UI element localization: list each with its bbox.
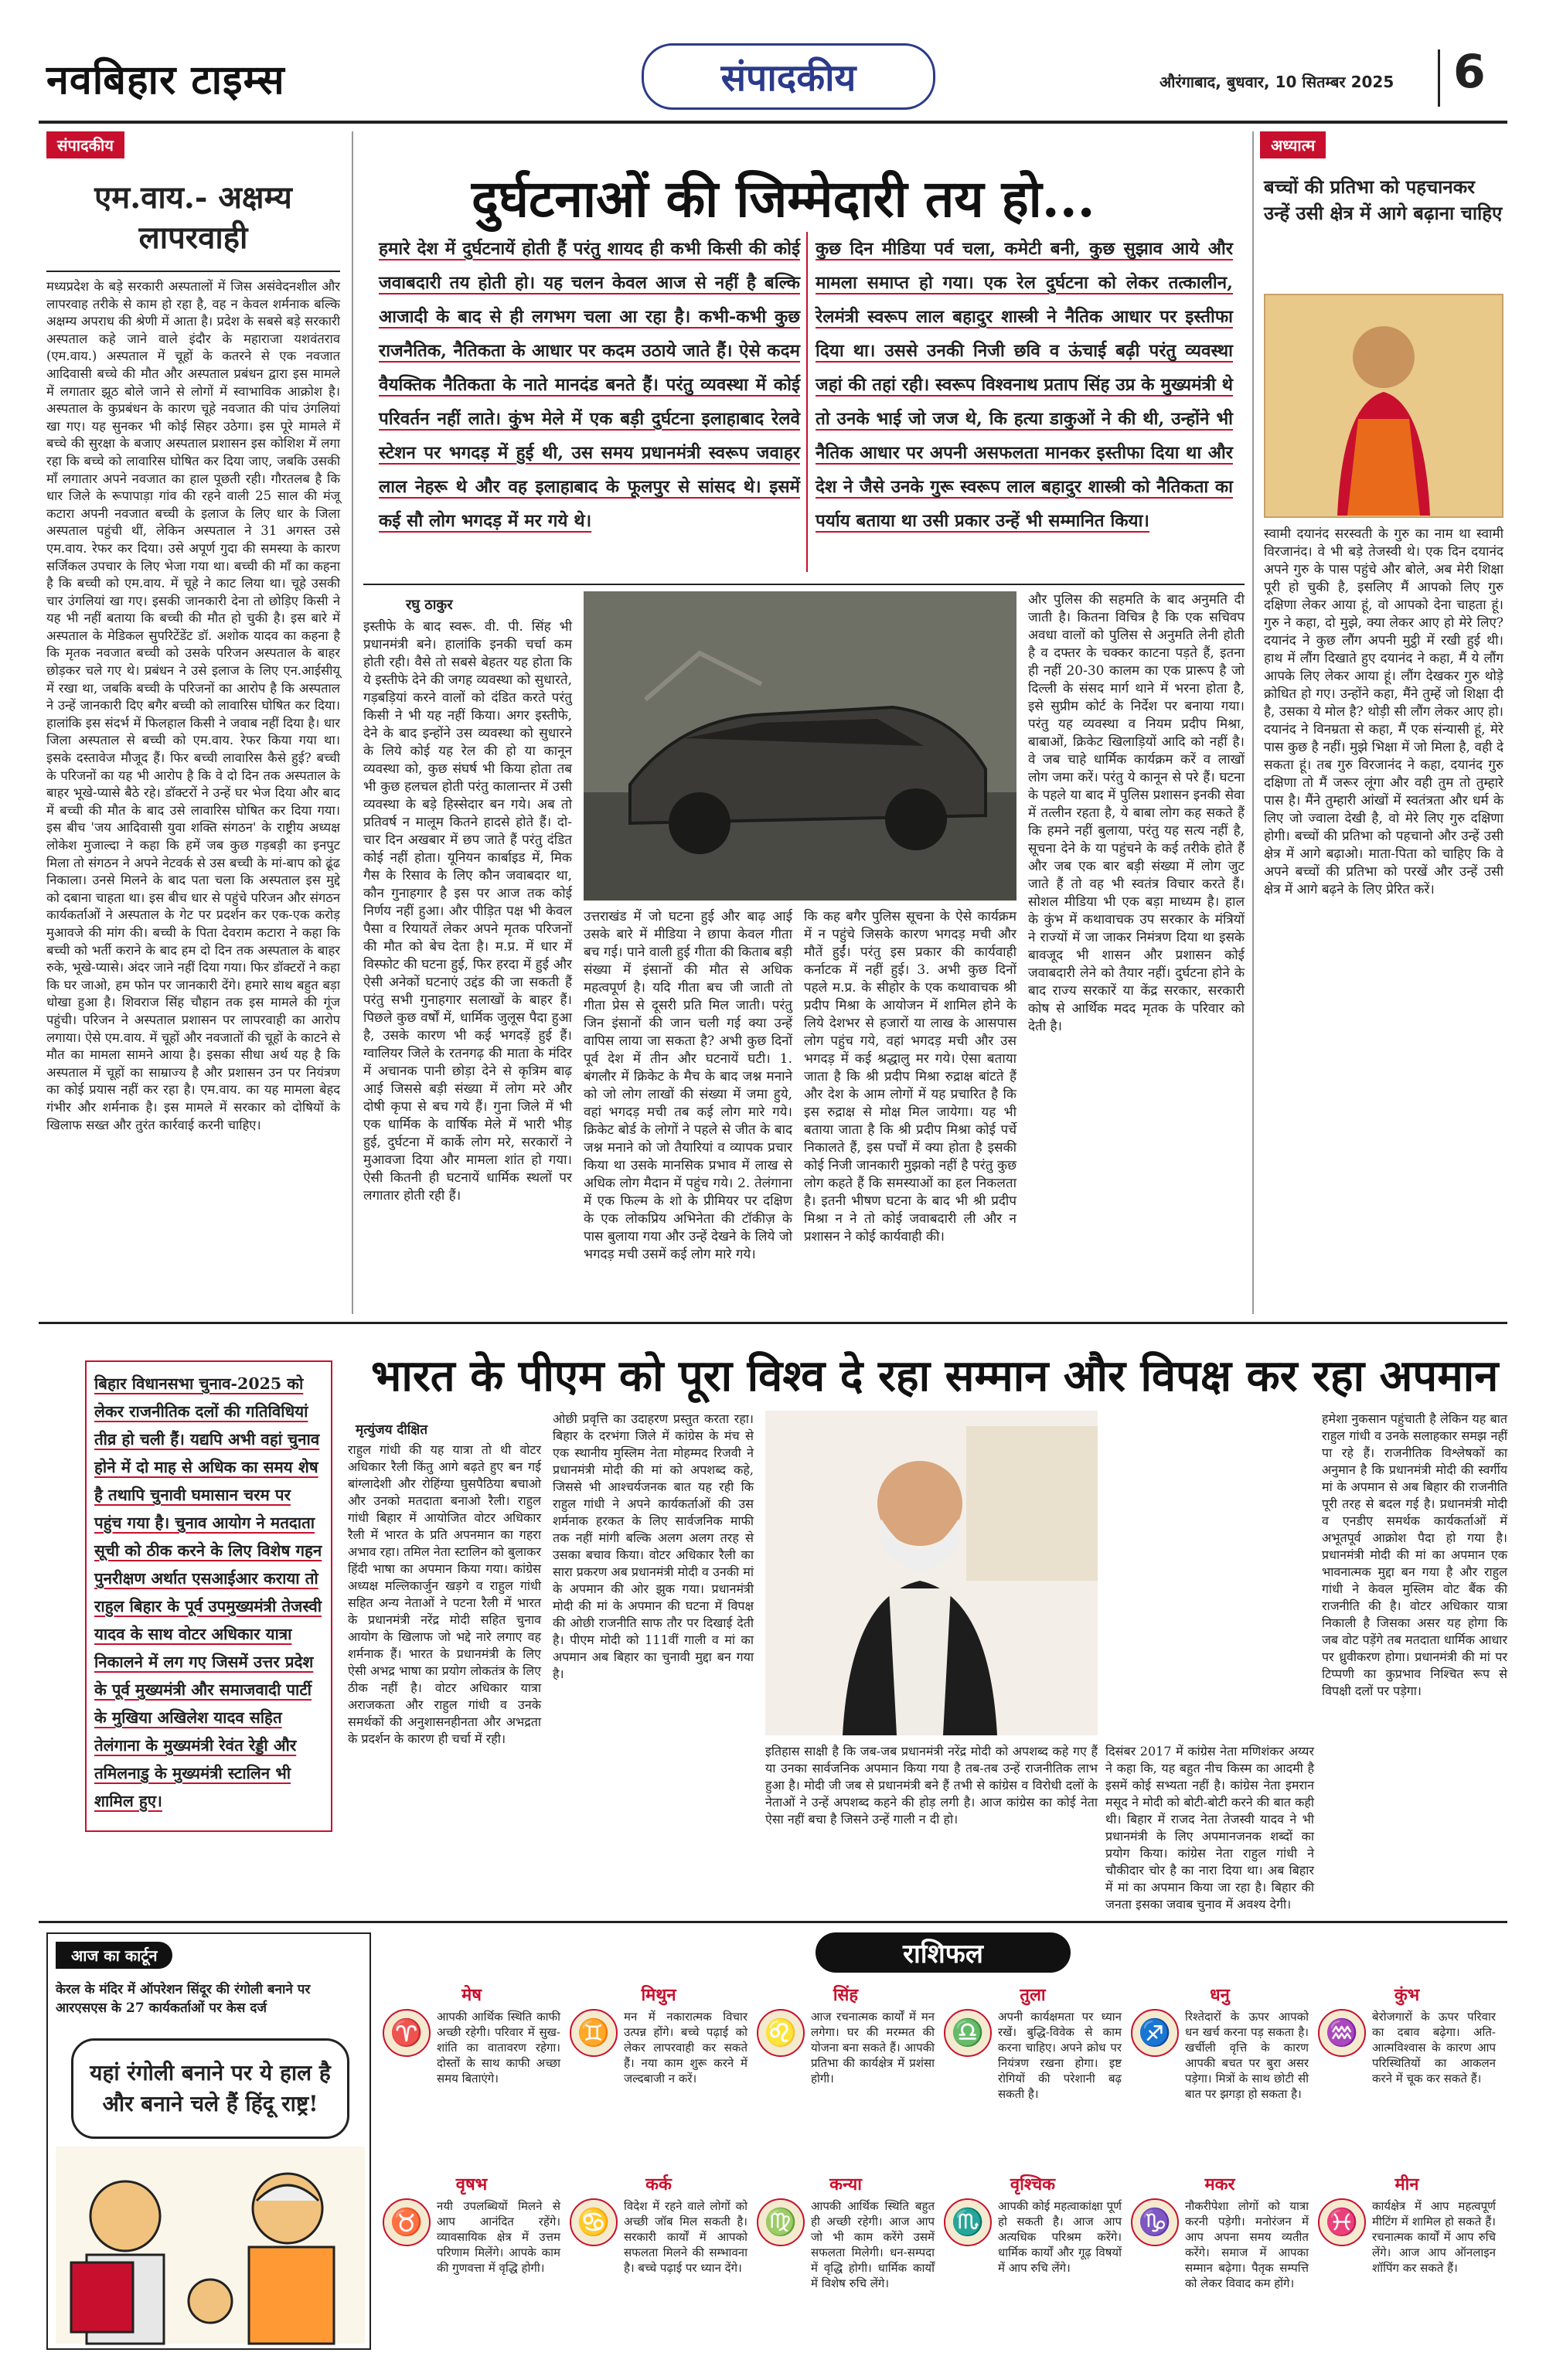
section-rule-2 [39,1921,1507,1923]
rashi-cell [944,2172,1122,2354]
rashi-name: सिंह [833,1986,859,2005]
cartoon-bubble-text: यहां रंगोली बनाने पर ये हाल है और बनाने चले हैं हिंदू राष्ट्र! [90,2060,331,2116]
section-rule-1 [39,1322,1507,1324]
rashi-cell [570,2172,747,2354]
rashi-content [570,2198,747,2276]
page-number: 6 [1453,45,1486,99]
cartoon-section [46,1932,371,2350]
rashi-name: कर्क [645,2175,672,2194]
second-headline: भारत के पीएम को पूरा विश्व दे रहा सम्मान और विपक्ष कर रहा अपमान [371,1350,1499,1401]
rashi-name: कुंभ [1394,1986,1420,2005]
zodiac-sign-icon: ♊ [570,2009,618,2057]
story-col-1: इस्तीफे के बाद स्वरू. वी. पी. सिंह भी प्रधानमंत्री बने। हालांकि इनकी चर्चा कम होती रही। वैसे तो सबसे बेहतर यह होता कि ये इस्तीफे देने की जगह व्यवस्था को सुधारते, गड़बड़ियां करने वालों को दंडित करते परंतु किसी ने भी यह नहीं किया। अगर इस्तीफे, देने के बाद इन्होंने उस व्यवस्था को सुधारने के लिये कोई यह रेल की हो या कानून व्यवस्था को, कुछ संघर्ष भी किया होता तब भी कुछ हलचल होती परंतु कालान्तर में उसी व्यवस्था के बड़े हिस्सेदार बन गये। अब तो प्रतिवर्ष न मालूम कितने हादसे होते हैं। दो-चार दिन अखबार में छप जाते हैं परंतु दंडित कोई नहीं होता। यूनियन कार्बाइड में, मिक गैस के रिसाव के लिए कौन जवाबदार था, कौन गुनाहगार है इस पर आज तक कोई निर्णय नहीं हुआ। और पीड़ित पक्ष भी केवल पैसा व रियायतें लेकर अपने मृतक परिजनों की मौत को बेच देता है। म.प्र. में धार में विस्फोट की घटना हुई, फिर हरदा में हुई और ऐसी अनेकों घटनाएं उद्दंड की जा सकती हैं परंतु सभी गुनाहगार सलाखों के बाहर हैं। पिछले कुछ वर्षों में, धार्मिक जुलूस पैदा हुआ है, उसके कारण भी कई भगदड़ें हुई हैं। ग्वालियर जिले के रतनगढ़ की माता के मंदिर में अचानक पानी छोड़ा देने से कृत्रिम बाढ़ आई जिससे बड़ी संख्या में लोग मरे और दोषी कृपा से बच गये हैं। गुना जिले में भी एक धार्मिक के वार्षिक मेले में भारी भीड़ हुई, दुर्घटना में कार्के लोग मरे, सरकारों ने मुआवजा दिया और मामला शांत हो गया। ऐसी कितनी ही घटनायें धार्मिक स्थलों पर लगातार होती रही हैं। [363,619,572,1204]
sidebar-body: स्वामी दयानंद सरस्वती के गुरु का नाम था स्वामी विरजानंद। वे भी बड़े तेजस्वी थे। एक दिन दयानंद अपने गुरु के पास पहुंचे और बोले, अब मेरी शिक्षा पूरी हो चुकी है, इसलिए मैं आपको लिए गुरु दक्षिणा लेकर आया हूं, वो आपको देना चाहता हूं। गुरु ने कहा, दो मुझे, क्या लेकर आए हो मेरे लिए? दयानंद ने कुछ लौंग अपनी मुट्ठी में रखी हुई थी। हाथ में लौंग दिखाते हुए दयानंद ने कहा, मैं ये लौंग आपके लिए लेकर आया हूं। लौंग देखकर गुरु थोड़े क्रोधित हो गए। उन्होंने कहा, मैंने तुम्हें जो शिक्षा दी है, उसका ये मोल है? थोड़ी सी लौंग लेकर आए हो। दयानंद ने विनम्रता से कहा, मैं एक संन्यासी हूं, मेरे पास कुछ है नहीं। मुझे भिक्षा में जो मिला है, वही दे सकता हूं। तब गुरु विरजानंद ने कहा, दयानंद गुरु दक्षिणा तो मैं जरूर लूंगा और वही तुम तो तुम्हारे पास है। मैंने तुम्हारी आंखों में स्वतंत्रता और धर्म के लिए जो ज्वाला देखी है, वो मेरे लिए गुरु दक्षिणा होगी। बच्चों की प्रतिभा को पहचानो और उन्हें उसी क्षेत्र में आगे बढ़ाओ। माता-पिता को चाहिए कि वे अपने बच्चों की प्रतिभा को परखें और उन्हें उसी क्षेत्र में आगे बढ़ने के लिए प्रेरित करें। [1264,526,1503,897]
rashi-name: मिथुन [641,1986,676,2005]
second-col-1: राहुल गांधी की यह यात्रा तो थी वोटर अधिकार रैली किंतु आगे बढ़ते हुए बन गई बांग्लादेशी और रोहिंग्या घुसपैठिया बचाओ और उनको मतदाता बनाओ रैली। राहुल गांधी बिहार में आयोजित वोटर अधिकार रैली में भारत के प्रति अपनमान का गहरा अभाव रहा। तमिल नेता स्टालिन को बुलाकर हिंदी भाषा का अपमान किया गया। कांग्रेस अध्यक्ष मल्लिकार्जुन खड़गे व राहुल गांधी सहित अन्य नेताओं ने पटना रैली में भारत के प्रधानमंत्री नरेंद्र मोदी सहित चुनाव आयोग के खिलाफ जो भद्दे नारे लगाए वह शर्मनाक हैं। भारत के प्रधानमंत्री के लिए ऐसी अभद्र भाषा का प्रयोग लोकतंत्र के लिए ठीक नहीं है। वोटर अधिकार यात्रा अराजकता और राहुल गांधी व उनके समर्थकों की अनुशासनहीनता और अभद्रता के प्रदर्शन के कारण ही चर्चा में रही। [348,1442,541,1746]
headline-rule [46,271,340,272]
zodiac-sign-icon: ♒ [1318,2009,1366,2057]
rashi-content [944,2009,1122,2102]
rashi-name: तुला [1020,1986,1046,2005]
paper-name: नवबिहार टाइम्स [46,56,285,104]
right-col-divider [1252,131,1254,1314]
rashi-name: धनु [1210,1986,1230,2005]
rashi-name: मेष [461,1986,482,2005]
rashi-content [1318,2009,1496,2086]
rashi-text: कार्यक्षेत्र में आप महत्वपूर्ण मीटिंग में शामिल हो सकते हैं। रचनात्मक कार्यों में आप रुचि लेंगे। आज आप ऑनलाइन शॉपिंग कर सकते हैं। [1372,2199,1496,2275]
cartoon-caption: केरल के मंदिर में ऑपरेशन सिंदूर की रंगोली बनाने पर आरएसएस के 27 कार्यकर्ताओं पर केस दर्ज [56,1982,311,2016]
rashi-content [570,2009,747,2086]
rashi-content [944,2198,1122,2276]
rashi-cell [1131,1983,1309,2164]
rashi-text: आज रचनात्मक कार्यों में मन लगेगा। घर की मरम्मत की योजना बना सकते हैं। आपकी प्रतिभा की कार्यक्षेत्र में प्रशंसा होगी। [811,2010,935,2085]
accident-car-photo [584,591,1016,901]
second-byline: मृत्युंजय दीक्षित [356,1422,428,1438]
rashi-cell [1131,2172,1309,2354]
story-col-3: कि कह बगैर पुलिस सूचना के ऐसे कार्यक्रम में न पहुंचे जिसके कारण भगदड़ मची और मौतें हुईं। परंतु इस प्रकार की कार्यवाही कर्नाटक में नहीं हुई। 3. अभी कुछ दिनों पहले म.प्र. के सीहोर के एक कथावाचक श्री प्रदीप मिश्रा के आयोजन में शामिल होने के लिये देशभर से हजारों या लाख के आसपास लोग पहुंच गये, वहां भगदड़ मची और उस भगदड़ में कई श्रद्धालु मर गये। ऐसा बताया जाता है कि श्री प्रदीप मिश्रा रुद्राक्ष बांटते हैं और देश के आम लोगों में यह प्रचारित है कि इस रुद्राक्ष से मोक्ष मिल जायेगा। यह भी बताया जाता है कि श्री प्रदीप मिश्रा कोई पर्चे निकालते हैं, इस पर्चों में क्या होता है इसकी कोई निजी जानकारी मुझको नहीं है परंतु कुछ लोग कहते हैं कि समस्याओं का हल निकलता है। इतनी भीषण घटना के बाद भी श्री प्रदीप मिश्रा न ने तो कोई जवाबदारी ली और न प्रशासन ने कोई कार्यवाही की। [804,909,1016,1244]
main-headline: दुर्घटनाओं की जिम्मेदारी तय हो... [472,169,1095,229]
sidebar-tag: अध्यात्म [1260,131,1326,158]
zodiac-sign-icon: ♈ [383,2009,431,2057]
highlight-divider [806,232,808,572]
story-rule [363,584,1245,585]
rashi-text: नयी उपलब्धियों मिलने से आप आनंदित रहेंगे। व्यावसायिक क्षेत्र में उत्तम परिणाम मिलेंगे। आपके काम की गुणवत्ता में वृद्धि होगी। [437,2199,560,2275]
editorial-tag: संपादकीय [46,131,124,158]
highlight-right: कुछ दिन मीडिया पर्व चला, कमेटी बनी, कुछ सुझाव आये और मामला समाप्त हो गया। एक रेल दुर्घटना को लेकर तत्कालीन, रेलमंत्री स्वरूप लाल बहादुर शास्त्री ने नैतिक आधार पर इस्तीफा दिया था। उससे उनकी निजी छवि व ऊंचाई बढ़ी परंतु व्यवस्था जहां की तहां रही। स्वरूप विश्वनाथ प्रताप सिंह उप्र के मुख्यमंत्री थे तो उनके भाई जो जज थे, कि हत्या डाकुओं ने की थी, उन्होंने भी नैतिक आधार पर अपनी असफलता मानकर इस्तीफा दिया था और देश ने जैसे उनके गुरू स्वरूप लाल बहादुर शास्त्री को नैतिकता का पर्याय बताया था उसी प्रकार उन्हें भी सम्मानित किया। [816,239,1233,531]
editorial-body: मध्यप्रदेश के बड़े सरकारी अस्पतालों में जिस असंवेदनशील और लापरवाह तरीके से काम हो रहा है, वह न केवल शर्मनाक बल्कि अक्षम्य अपराध की श्रेणी में आता है। प्रदेश के सबसे बड़े सरकारी अस्पताल कहे जाने वाले इंदौर के महाराजा यशवंतराव (एम.वाय.) अस्पताल में चूहों के कतरने से एक नवजात आदिवासी बच्चे की मौत और अस्पताल प्रबंधन द्वारा इस मामले में लगातार झूठ बोले जाने से लोगों में स्वाभाविक आक्रोश है। अस्पताल के कुप्रबंधन के कारण चूहे नवजात की पांच उंगलियां खा गए। यह सुनकर भी कोई सिहर उठेगा। इस पूरे मामले में बच्चे की सुरक्षा के बजाए अस्पताल प्रशासन इस कोशिश में लगा रहा कि बच्चे को लावारिस घोषित कर दिया जाए, जबकि उसकी माँ लगातार अपने नवजात का हाल पूछती रही। गौरतलब है कि धार जिले के रूपापाड़ा गांव की रहने वाली 25 साल की मंजू कटारा अपनी नवजात बच्ची के इलाज के लिए धार के जिला अस्पताल पहुंची थीं, लेकिन अस्पताल ने 31 अगस्त उसे एम.वाय. रेफर कर दिया। उसे अपूर्ण गुदा की समस्या के कारण सर्जिकल उपचार के लिए भेजा गया था। बच्ची की माँ का कहना है कि बच्ची को एम.वाय. में चूहे ने काट लिया था। चूहे उसकी चार उंगलियां खा गए। इसकी जानकारी देना तो छोड़िए किसी ने यह भी नहीं बताया कि बच्ची की मौत हो चुकी है। इस बारे में अस्पताल के मेडिकल सुपरिटेंडेंट डॉ. अशोक यादव का कहना है कि मृतक नवजात बच्ची को उसके परिजन अस्पताल के बाहर छोड़कर चले गए थे। प्रबंधन ने उसे इलाज के लिए एन.आईसीयू में रखा था, जबकि बच्ची के परिजनों का आरोप है कि अस्पताल ने उन्हें जानकारी दिए बगैर बच्ची को लावारिस घोषित कर दिया। हालांकि इस संदर्भ में फिलहाल किसी ने जवाब नहीं दिया है। धार जिला अस्पताल से बच्ची को एम.वाय. रेफर किया गया था। इसके दस्तावेज मौजूद हैं। फिर बच्ची लावारिस कैसे हुई? बच्ची के परिजनों का यह भी आरोप है कि वे दो दिन तक अस्पताल के बाहर भूखे-प्यासे बैठे रहे। डॉक्टरों ने उन्हें घर भेज दिया और बाद में बच्ची की मौत के बाद उसे लावारिस घोषित कर दिया गया। इस बीच 'जय आदिवासी युवा शक्ति संगठन' के राष्ट्रीय अध्यक्ष लोकेश मुजाल्दा ने कहा कि हमें जब कुछ गड़बड़ी का इनपुट मिला तो संगठन ने अपने नेटवर्क से उस बच्ची के मां-बाप को ढूंढ निकाला। उनसे मिलने के बाद पता चला कि अस्पताल इस मुद्दे को दबाना चाहता था। इस बीच धार से पहुंचे परिजन और संगठन कार्यकर्ताओं ने अस्पताल के गेट पर प्रदर्शन कर एक-एक करोड़ मुआवजे की मांग की। बच्ची के पिता देवराम कटारा ने कहा कि बच्ची को भर्ती कराने के बाद हम दो दिन तक अस्पताल के बाहर रुके, भूखे-प्यासे। अंदर जाने नहीं दिया गया। फिर डॉक्टरों ने कहा कि घर जाओ, हम फोन पर जानकारी देंगे। हमारे साथ बहुत बड़ा धोखा हुआ है। शिवराज सिंह चौहान तक इस मामले की गूंज पहुंची। परिजन ने अस्पताल प्रशासन पर लापरवाही का आरोप लगाया। ऐसे एम.वाय. में चूहों और नवजातों की चूहों के काटने से मौत का मामला सामने आया है। इसका सीधा अर्थ यह है कि अस्पताल में चूहों का साम्राज्य है और प्रशासन उन पर नियंत्रण का कोई प्रयास नहीं कर रहा है। एम.वाय. का यह मामला बेहद गंभीर और शर्मनाक है। इस मामले में सरकार को दोषियों के खिलाफ सख्त और तुरंत कार्रवाई करनी चाहिए। [46,279,340,1132]
car-wreck-illustration [584,591,1016,901]
rashi-text: बेरोजगारों के ऊपर परिवार का दबाव बढ़ेगा। अति-आत्मविश्वास के कारण आप परिस्थितियों का आकलन करने में चूक कर सकते हैं। [1372,2010,1496,2085]
rashi-cell [383,2172,560,2354]
second-col-2: ओछी प्रवृत्ति का उदाहरण प्रस्तुत करता रहा। बिहार के दरभंगा जिले में कांग्रेस के मंच से एक स्थानीय मुस्लिम नेता मोहम्मद रिजवी ने प्रधानमंत्री मोदी की मां को अपशब्द कहे, जिससे भी आश्चर्यजनक बात यह रही कि राहुल गांधी ने अपने कार्यकर्ताओं की उस शर्मनाक हरकत के लिए सार्वजनिक माफी तक नहीं मांगी बल्कि अलग अलग तरह से उसका बचाव किया। वोटर अधिकार रैली का सारा प्रकरण अब प्रधानमंत्री मोदी व उनकी मां के अपमान की ओर झुक गया। प्रधानमंत्री मोदी की मां के अपमान की घटना में विपक्ष की ओछी राजनीति साफ तौर पर दिखाई देती है। पीएम मोदी को 111वीं गाली व मां का अपमान अब बिहार का चुनावी मुद्दा बन गया है। [553,1411,754,1681]
left-box-text: बिहार विधानसभा चुनाव-2025 को लेकर राजनीतिक दलों की गतिविधियां तीव्र हो चली हैं। यद्यपि अभी वहां चुनाव होने में दो माह से अधिक का समय शेष है तथापि चुनावी घमासान चरम पर पहुंच गया है। चुनाव आयोग ने मतदाता सूची को ठीक करने के लिए विशेष गहन पुनरीक्षण अर्थात एसआईआर कराया तो राहुल बिहार के पूर्व उपमुख्यमंत्री तेजस्वी यादव के साथ वोटर अधिकार यात्रा निकालने में लग गए जिसमें उत्तर प्रदेश के पूर्व मुख्यमंत्री और समाजवादी पार्टी के मुखिया अखिलेश यादव सहित तेलंगाना के मुख्यमंत्री रेवंत रेड्डी और तमिलनाडु के मुख्यमंत्री स्टालिन भी शामिल हुए। [94,1374,322,1810]
second-story [39,1326,1507,1912]
rashi-text: मन में नकारात्मक विचार उत्पन्न होंगे। बच्चे पढ़ाई को लेकर लापरवाही कर सकते हैं। नया काम शुरू करने में जल्दबाजी न करें। [624,2010,747,2085]
cartoon-bubble [71,2038,349,2139]
editorial-headline: एम.वाय.- अक्षम्य लापरवाही [94,179,292,256]
zodiac-sign-icon: ♍ [757,2198,805,2246]
rashi-text: रिश्तेदारों के ऊपर आपको धन खर्च करना पड़ सकता है। खर्चीली वृत्ति के कारण आपकी बचत पर बुरा असर पड़ेगा। मित्रों के साथ छोटी सी बात पर झगड़ा हो सकता है। [1185,2010,1309,2101]
rashi-text: अपनी कार्यक्षमता पर ध्यान रखें। बुद्धि-विवेक से काम करना चाहिए। अपने क्रोध पर नियंत्रण रखना होगा। इष्ट रोगियों की परेशानी बढ़ सकती है। [998,2010,1122,2101]
pm-illustration [765,1411,1098,1735]
rashi-text: विदेश में रहने वाले लोगों को अच्छी जॉब मिल सकती है। सरकारी कार्यों में आपको सफलता मिलने की सम्भावना है। बच्चे पढ़ाई पर ध्यान देंगे। [624,2199,747,2275]
second-col-4: दिसंबर 2017 में कांग्रेस नेता मणिशंकर अय्यर ने कहा कि, यह बहुत नीच किस्म का आदमी है इसमें कोई सभ्यता नहीं है। कांग्रेस नेता इमरान मसूद ने मोदी को बोटी-बोटी करने की बात कही थी। बिहार में राजद नेता तेजस्वी यादव ने भी प्रधानमंत्री के लिए अपमानजनक शब्दों का प्रयोग किया। कांग्रेस नेता राहुल गांधी ने चौकीदार चोर है का नारा दिया था। अब बिहार में मां का अपमान किया जा रहा है। बिहार की जनता इसका जवाब चुनाव में अवश्य देगी। [1105,1744,1314,1912]
zodiac-sign-icon: ♎ [944,2009,992,2057]
rashi-content [1131,2009,1309,2102]
section-badge [642,43,935,110]
page-number-divider [1438,49,1440,107]
zodiac-sign-icon: ♏ [944,2198,992,2246]
rashi-cell [757,1983,935,2164]
masthead-rule [39,121,1507,124]
story-col-4: और पुलिस की सहमति के बाद अनुमति दी जाती है। कितना विचित्र है कि एक सचिवप अवधा वालों को पुलिस से अनुमति लेनी होती है व दफ्तर के चक्कर काटना पड़ते हैं, इतना ही नहीं 20-30 कालम का एक प्रारूप है जो दिल्ली के संसद मार्ग थाने में भरना होता है, इसे सुप्रीम कोर्ट के निर्देश पर बनाया गया। परंतु यह व्यवस्था व नियम प्रदीप मिश्रा, बाबाओं, क्रिकेट खिलाड़ियों आदि को नहीं है। वे जब चाहे धार्मिक कार्यक्रम करें व लाखों लोग जमा करें। परंतु ये कानून से परे हैं। घटना के पहले या बाद में पुलिस प्रशासन इनकी सेवा में तत्लीन रहता है, ये बाबा लोग कह सकते हैं कि हमने नहीं बुलाया, परंतु यह सत्य नहीं है, सूचना देने के या पहुंचने के कई तरीके होते हैं और जब एक बार बड़ी संख्या में लोग जुट जाते हैं तो वह भी स्वतंत्र विचार करते हैं। सोशल मीडिया भी एक बड़ा माध्यम है। हाल के कुंभ में कथावाचक उप सरकार के मंत्रियों ने राज्यों में जा जाकर निमंत्रण दिया था इसके बावजूद भी शासन और प्रशासन कोई जवाबदारी लेने को तैयार नहीं। दुर्घटना होने के बाद राज्य सरकारें या केंद्र सरकार, सरकारी कोष से आर्थिक मदद मृतक के परिवार को देती है। [1028,592,1245,1034]
rashi-text: आपकी कोई महत्वाकांक्षा पूर्ण हो सकती है। आज आप अत्यधिक परिश्रम करेंगे। धार्मिक कार्यों और गूढ़ विषयों में आप रुचि लेंगे। [998,2199,1122,2275]
rashi-cell [757,2172,935,2354]
story-col-2: उत्तराखंड में जो घटना हुई और बाढ़ आई उसके बारे में मीडिया ने छापा केवल गीता बच गई। पाने वाली हुई गीता की किताब बड़ी संख्या में इंसानों की मौत से अधिक महत्वपूर्ण है। यदि गीता बच जी जाती तो गीता प्रेस से दूसरी प्रति मिल जाती। परंतु जिन इंसानों की जान चली गई क्या उन्हें वापिस लाया जा सकता है? अभी कुछ दिनों पूर्व देश में तीन और घटनायें घटी। 1. बंगलौर में क्रिकेट के मैच के बाद जश्न मनाने को जो लोग लाखों की संख्या में जमा हुये, वहां भगदड़ मची तब कई लोग मारे गये। क्रिकेट बोर्ड के लोगों ने पहले से जीत के बाद जश्न मनाने को जो तैयारियां व व्यापक प्रचार किया था उसके मानसिक प्रभाव में लाख से अधिक लोग मैदान में पहुंच गये। 2. तेलंगाना में एक फिल्म के शो के प्रीमियर पर दक्षिण के एक लोकप्रिय अभिनेता की टॉकीज़ के पास बुलाया गया और उन्हें देखने के लिये जो भगदड़ मची उसमें कई लोग मारे गये। [584,909,792,1262]
section-title: संपादकीय [720,56,856,100]
rashifal-title-box [816,1932,1071,1973]
zodiac-sign-icon: ♐ [1131,2009,1179,2057]
right-sidebar [1260,131,1507,1314]
rashi-name: मकर [1204,2175,1235,2194]
left-editorial [46,131,340,1314]
rashi-text: आपकी आर्थिक स्थिति बहुत ही अच्छी रहेगी। आज आप जो भी काम करेंगे उसमें सफलता मिलेगी। धन-सम्पदा में वृद्धि होगी। धार्मिक कार्यों में विशेष रुचि लेंगे। [811,2199,935,2290]
rashi-text: नौकरीपेशा लोगों को यात्रा करनी पड़ेगी। मनोरंजन में आप अपना समय व्यतीत करेंगे। समाज में आपका सम्मान बढ़ेगा। पैतृक सम्पत्ति को लेकर विवाद कम होंगे। [1185,2199,1309,2290]
sidebar-headline: बच्चों की प्रतिभा को पहचानकर उन्हें उसी क्षेत्र में आगे बढ़ाना चाहिए [1264,175,1503,224]
zodiac-sign-icon: ♋ [570,2198,618,2246]
cartoon-tag [56,1942,172,1969]
zodiac-sign-icon: ♌ [757,2009,805,2057]
zodiac-sign-icon: ♑ [1131,2198,1179,2246]
left-col-divider [352,131,353,1314]
rashi-name: कन्या [829,2175,862,2194]
rashi-cell [570,1983,747,2164]
rashi-text: आपकी आर्थिक स्थिति काफी अच्छी रहेगी। परिवार में सुख-शांति का वातावरण रहेगा। दोस्तों के साथ काफी अच्छा समय बिताएंगे। [437,2010,560,2085]
masthead [39,43,1507,113]
dateline: औरंगाबाद, बुधवार, 10 सितम्बर 2025 [1160,73,1394,91]
pm-photo [765,1411,1098,1735]
rashi-content [383,2009,560,2086]
left-box [85,1360,332,1832]
rashi-name: मीन [1394,2175,1419,2194]
zodiac-sign-icon: ♓ [1318,2198,1366,2246]
main-story [363,131,1245,1314]
rashi-cell [1318,2172,1496,2354]
rashifal-title: राशिफल [903,1939,983,1970]
second-col-3: इतिहास साक्षी है कि जब-जब प्रधानमंत्री नरेंद्र मोदी को अपशब्द कहे गए हैं या उनका सार्वजनिक अपमान किया गया है तब-तब उन्हें राजनीतिक लाभ हुआ है। मोदी जी जब से प्रधानमंत्री बने हैं तभी से कांग्रेस व विरोधी दलों के नेताओं ने उन्हें अपशब्द कहने की होड़ लगी है। आज कांग्रेस का कोई नेता ऐसा नहीं बचा है जिसने उन्हें गाली न दी हो। [765,1744,1098,1827]
story-byline: रघु ठाकुर [406,597,453,613]
sidebar-photo-frame [1264,294,1503,518]
swami-portrait-illustration [1265,295,1502,516]
rashi-cell [944,1983,1122,2164]
rashi-content [383,2198,560,2276]
rashi-cell [383,1983,560,2164]
highlight-left: हमारे देश में दुर्घटनायें होती हैं परंतु शायद ही कभी किसी की कोई जवाबदारी तय होती हो। यह चलन केवल आज से नहीं है बल्कि आजादी के बाद से ही लगभग चला आ रहा है। कभी-कभी कुछ राजनैतिक, नैतिकता के आधार पर कदम उठाये जाते हैं। ऐसे कदम वैयक्तिक नैतिकता के नाते मानदंड बनते हैं। परंतु व्यवस्था में कोई परिवर्तन नहीं लाते। कुंभ मेले में एक बड़ी दुर्घटना इलाहाबाद रेलवे स्टेशन पर भगदड़ में हुई थी, उस समय प्रधानमंत्री स्वरूप जवाहर लाल नेहरू थे और वह इलाहाबाद के फूलपुर से सांसद थे। इसमें कई सौ लोग भगदड़ में मर गये थे। [379,239,800,531]
rashi-name: वृषभ [455,2175,488,2194]
cartoon-illustration [56,2147,365,2344]
rashifal-section [383,1932,1507,2354]
zodiac-sign-icon: ♉ [383,2198,431,2246]
rashi-content [757,2009,935,2086]
rashi-content [1131,2198,1309,2291]
highlight-box [379,232,1233,576]
second-col-5: हमेशा नुकसान पहुंचाती है लेकिन यह बात राहुल गांधी व उनके सलाहकार समझ नहीं पा रहे हैं। राजनीतिक विश्लेषकों का अनुमान है कि प्रधानमंत्री मोदी की स्वर्गीय मां के अपमान से अब बिहार की राजनीति पूरी तरह से बदल गई है। प्रधानमंत्री मोदी व एनडीए समर्थक कार्यकर्ताओं में अभूतपूर्व आक्रोश पैदा हो गया है। प्रधानमंत्री मोदी की मां का अपमान एक भावनात्मक मुद्दा बन गया है और राहुल गांधी ने केवल मुस्लिम वोट बैंक की राजनीति की है। वोटर अधिकार यात्रा निकाली है जिसका असर यह होगा कि जब वोट पड़ेंगे तब मतदाता धार्मिक आधार पर ध्रुवीकरण होगा। प्रधानमंत्री की मां पर टिप्पणी का कुप्रभाव निश्चित रूप से विपक्षी दलों पर पड़ेगा। [1322,1411,1507,1698]
rashi-name: वृश्चिक [1010,2175,1056,2194]
rashi-cell [1318,1983,1496,2164]
cartoon-tag-label: आज का कार्टून [71,1946,158,1965]
rashi-content [1318,2198,1496,2276]
rashi-content [757,2198,935,2291]
